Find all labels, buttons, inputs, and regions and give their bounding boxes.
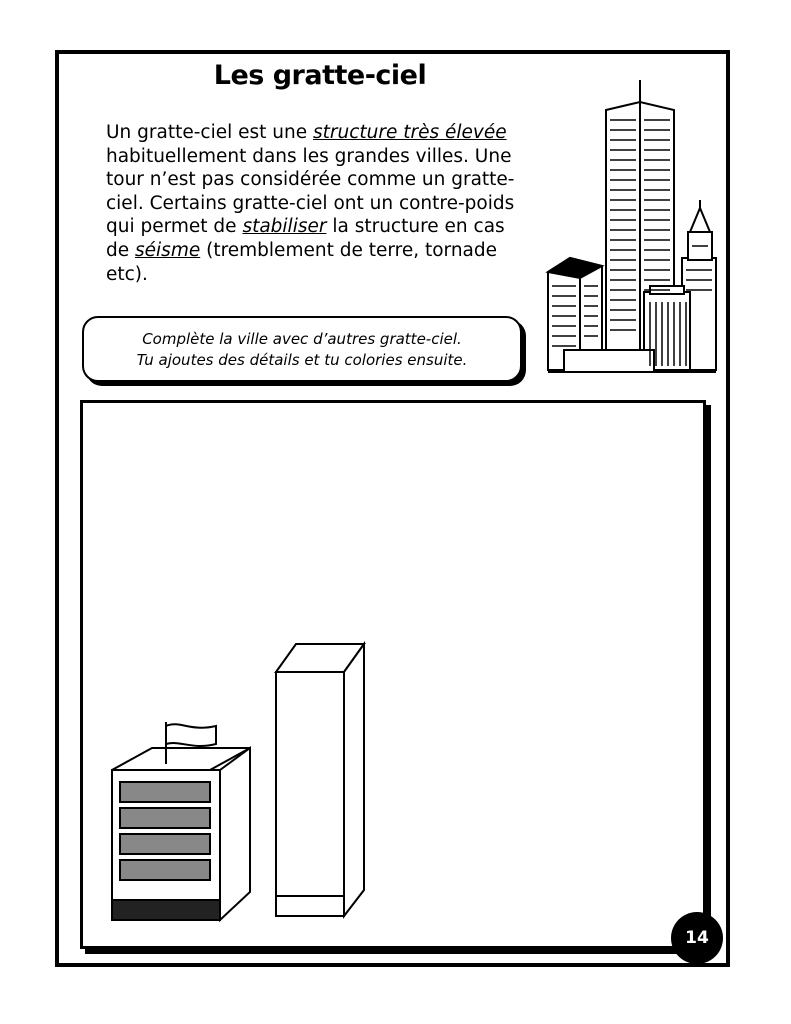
intro-term-seisme: séisme xyxy=(135,239,201,261)
instruction-box xyxy=(82,316,522,382)
instruction-line-1: Complète la ville avec d’autres gratte-ciel. xyxy=(142,330,462,348)
page-title: Les gratte-ciel xyxy=(213,60,427,91)
intro-paragraph xyxy=(106,121,526,286)
intro-text-2: habituellement dans les grandes villes. Une tour n’est pas considérée comme un gratte-ciel. Certains gratte-ciel ont un contre-poids qui permet de xyxy=(106,145,515,238)
intro-term-structure: structure très élevée xyxy=(312,122,507,143)
instruction-line-2: Tu ajoutes des détails et tu colories ensuite. xyxy=(136,351,468,369)
page-number-badge: 14 xyxy=(671,912,723,964)
intro-term-stabiliser: stabiliser xyxy=(242,216,327,238)
intro-text-1: Un gratte-ciel est une xyxy=(106,122,313,143)
skyline-illustration xyxy=(540,80,720,380)
intro-text-3: la structure en cas de xyxy=(106,216,505,261)
intro-text-4: (tremblement de terre, tornade etc). xyxy=(106,239,498,285)
starter-buildings-illustration xyxy=(100,630,380,930)
